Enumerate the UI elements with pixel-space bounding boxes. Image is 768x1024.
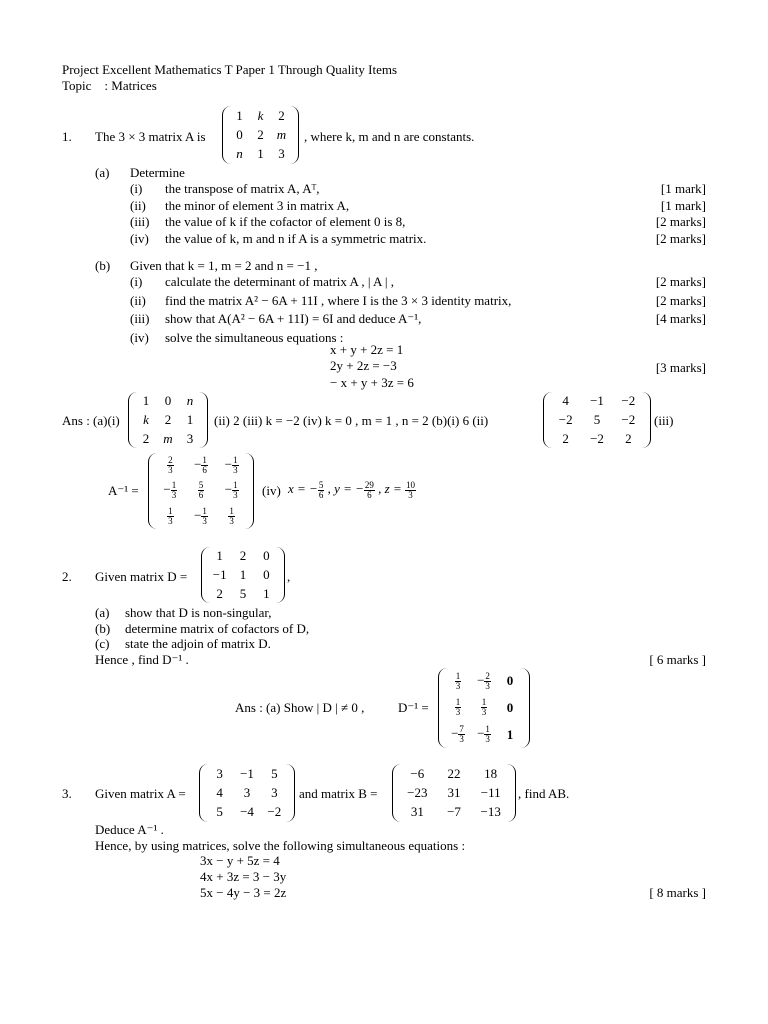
matrix-entry: 31 — [447, 784, 461, 800]
q1-intro-a: The 3 × 3 matrix A is — [95, 129, 206, 144]
q3-intro-a: Given matrix A = — [95, 786, 186, 801]
matrix-entry: −2 — [590, 430, 604, 446]
matrix-entry: −2 — [267, 804, 282, 820]
q1b-item-text: solve the simultaneous equations : — [165, 329, 344, 345]
q1a-item-label: (i) — [130, 181, 143, 196]
q1-part-a-label: (a) — [95, 165, 110, 180]
matrix-entry: 1 — [257, 146, 264, 162]
q2-number: 2. — [62, 569, 72, 584]
fraction-entry: $\frac{2}{3}$ — [168, 455, 173, 476]
q1-ainv-matrix — [148, 453, 254, 529]
matrix-entry: k — [257, 107, 264, 123]
matrix-entry: 1 — [236, 107, 243, 123]
q1-ans-iv: (iv) — [262, 483, 281, 498]
q1a-item-marks: [1 mark] — [660, 181, 706, 196]
matrix-entry: 0 — [263, 566, 270, 582]
matrix-entry: 1 — [142, 393, 150, 409]
matrix-entry: −1 — [590, 393, 604, 409]
matrix-entry: 1 — [186, 411, 194, 427]
matrix-entry: 2 — [278, 107, 285, 123]
fraction-entry: $\frac{1}{3}$ — [455, 670, 461, 691]
q2-intro: Given matrix D = — [95, 569, 188, 584]
matrix-entry: 2 — [216, 585, 223, 601]
matrix-entry: −1 — [212, 566, 227, 582]
matrix-entry: m — [276, 126, 287, 142]
matrix-entry: −1 — [240, 765, 254, 781]
matrix-entry: 5 — [271, 765, 278, 781]
q3-hence: Hence, by using matrices, solve the following simultaneous equations : — [95, 838, 466, 853]
matrix-entry: 2 — [239, 548, 247, 564]
q2-ans-label: Ans : (a) Show | D | ≠ 0 , — [235, 700, 365, 715]
fraction-entry: $\frac{1}{3}$ — [229, 505, 234, 526]
matrix-entry: 4 — [216, 784, 223, 800]
q2-comma: , — [287, 569, 291, 584]
q1a-item-marks: [2 marks] — [655, 214, 706, 229]
q1-given: Given that k = 1, m = 2 and n = −1 , — [130, 258, 318, 273]
fraction-entry: $\frac{1}{3}$ — [168, 505, 173, 526]
matrix-entry: −2 — [621, 393, 636, 409]
matrix-entry: −2 — [621, 411, 636, 427]
matrix-entry: 1 — [239, 566, 247, 582]
fraction-entry: − $\frac{1}{3}$ — [224, 480, 238, 501]
q1-number: 1. — [62, 129, 72, 144]
matrix-entry: 18 — [484, 765, 498, 781]
q3-matrix-a — [199, 764, 295, 822]
q1-eq-marks: [3 marks] — [655, 360, 706, 375]
matrix-entry: 22 — [447, 765, 461, 781]
solution-var: x = − — [288, 481, 318, 496]
matrix-entry: 5 — [239, 585, 247, 601]
q3-intro-c: , find AB. — [518, 786, 570, 801]
fraction-entry: − $\frac{1}{6}$ — [194, 455, 207, 476]
matrix-entry: 2 — [562, 430, 569, 446]
matrix-entry: 2 — [142, 430, 150, 446]
q1b-item-marks: [2 marks] — [655, 292, 706, 308]
q1a-item-text: the value of k if the cofactor of element 0 is 8, — [165, 214, 406, 229]
q1b-item-text: calculate the determinant of matrix A , | A | , — [165, 274, 395, 289]
q2-dinv-matrix — [438, 668, 530, 748]
matrix-entry: 0 — [506, 673, 514, 689]
q3-eq-1: 3x − y + 5z = 4 — [200, 853, 280, 868]
q1-part-b-label: (b) — [95, 258, 111, 273]
q1-ans-matrix-b2 — [543, 392, 651, 448]
matrix-entry: −2 — [558, 411, 573, 427]
q1-solution: x = − $\frac{5}{6}$ , y = − $\frac{29}{6}$ , z = $\frac{10}{3}$ — [288, 479, 415, 500]
matrix-entry: k — [143, 411, 149, 427]
q1-ans-mid: (ii) 2 (iii) k = −2 (iv) k = 0 , m = 1 , n = 2 (b)(i) 6 (ii) — [214, 413, 489, 428]
solution-var: y = − — [334, 481, 364, 496]
q1b-item-marks: [4 marks] — [655, 311, 706, 326]
fraction-entry: $\frac{1}{3}$ — [455, 697, 461, 718]
matrix-entry: −7 — [447, 804, 461, 820]
q1a-item-marks: [1 mark] — [660, 197, 706, 213]
fraction-entry: $\frac{29}{6}$ — [364, 479, 374, 500]
solution-var: z = — [384, 481, 405, 496]
matrix-entry: −13 — [480, 804, 501, 820]
fraction-entry: − $\frac{1}{3}$ — [477, 724, 490, 745]
q3-eq-2: 4x + 3z = 3 − 3y — [200, 869, 287, 884]
q2-item-label: (c) — [95, 636, 110, 651]
fraction-entry: − $\frac{1}{3}$ — [194, 505, 207, 526]
q1a-item-text: the value of k, m and n if A is a symmetric matrix. — [165, 230, 427, 246]
q1b-item-text: find the matrix A² − 6A + 11I , where I is the 3 × 3 identity matrix, — [165, 292, 512, 308]
q1a-item-label: (iii) — [130, 214, 150, 229]
q1-ans-end: (iii) — [654, 413, 674, 428]
q1a-item-label: (iv) — [130, 230, 149, 246]
q2-item-text: state the adjoin of matrix D. — [125, 636, 271, 651]
q1-ans-label: Ans : (a)(i) — [62, 413, 120, 428]
matrix-entry: 2 — [257, 126, 264, 142]
q1b-item-label: (i) — [130, 274, 143, 289]
q3-intro-b: and matrix B = — [299, 786, 378, 801]
matrix-entry: −11 — [480, 784, 501, 800]
matrix-entry: 1 — [506, 726, 514, 742]
matrix-entry: m — [163, 430, 173, 446]
q1b-item-label: (iii) — [130, 311, 150, 326]
matrix-entry: 0 — [164, 393, 172, 409]
q2-item-label: (a) — [95, 605, 110, 620]
q1-intro-b: , where k, m and n are constants. — [304, 129, 475, 144]
fraction-entry: $\frac{1}{3}$ — [481, 697, 487, 718]
q2-dinv-label: D⁻¹ = — [398, 700, 429, 715]
q1a-item-text: the transpose of matrix A, Aᵀ, — [165, 181, 320, 196]
q2-hence: Hence , find D⁻¹ . — [95, 652, 189, 667]
q3-eq-3: 5x − 4y − 3 = 2z — [200, 885, 287, 900]
matrix-entry: 0 — [236, 126, 243, 142]
q1b-item-label: (iv) — [130, 329, 149, 345]
doc-title: Project Excellent Mathematics T Paper 1 Through Quality Items — [62, 62, 398, 77]
fraction-entry: − $\frac{1}{3}$ — [163, 480, 177, 501]
matrix-entry: 5 — [216, 804, 223, 820]
matrix-entry: 0 — [263, 548, 270, 564]
q2-item-text: show that D is non-singular, — [125, 605, 272, 620]
fraction-entry: − $\frac{7}{3}$ — [451, 724, 464, 745]
q1-eq-3: − x + y + 3z = 6 — [330, 375, 414, 390]
matrix-entry: 3 — [216, 765, 223, 781]
q1a-item-text: the minor of element 3 in matrix A, — [165, 197, 350, 213]
q1-ainv-label: A⁻¹ = — [108, 483, 139, 498]
matrix-entry: 3 — [271, 784, 278, 800]
matrix-entry: n — [236, 146, 243, 162]
q3-matrix-b — [392, 764, 516, 822]
q1b-item-marks: [2 marks] — [655, 274, 706, 289]
fraction-entry: $\frac{5}{6}$ — [318, 479, 324, 500]
fraction-entry: $\frac{10}{3}$ — [406, 479, 415, 500]
fraction-entry: − $\frac{2}{3}$ — [477, 670, 490, 691]
matrix-entry: 5 — [593, 411, 601, 427]
matrix-entry: 3 — [243, 784, 251, 800]
q1b-item-text: show that A(A² − 6A + 11I) = 6I and deduce A⁻¹, — [165, 311, 422, 326]
q1-eq-2: 2y + 2z = −3 — [330, 358, 397, 373]
fraction-entry: $\frac{5}{6}$ — [198, 480, 204, 501]
matrix-entry: −6 — [410, 765, 425, 781]
q2-matrix-d — [201, 547, 285, 603]
matrix-entry: 0 — [506, 699, 514, 715]
matrix-entry: 3 — [186, 430, 194, 446]
q2-item-text: determine matrix of cofactors of D, — [125, 620, 310, 636]
q1-matrix-a — [222, 106, 299, 164]
matrix-entry: −4 — [240, 804, 254, 820]
q2-item-label: (b) — [95, 620, 111, 636]
matrix-entry: 1 — [216, 548, 223, 564]
q2-marks: [ 6 marks ] — [649, 652, 706, 667]
q1a-item-label: (ii) — [130, 197, 146, 213]
q1b-item-label: (ii) — [130, 292, 146, 308]
q3-marks: [ 8 marks ] — [649, 885, 706, 900]
q1-ans-transpose — [128, 392, 208, 448]
q1a-item-marks: [2 marks] — [655, 230, 706, 246]
q1-determine: Determine — [130, 165, 185, 180]
matrix-entry: 2 — [625, 430, 632, 446]
fraction-entry: − $\frac{1}{3}$ — [224, 455, 238, 476]
matrix-entry: 1 — [263, 585, 270, 601]
matrix-entry: 31 — [410, 804, 424, 820]
q3-deduce: Deduce A⁻¹ . — [95, 822, 164, 837]
matrix-entry: n — [186, 393, 194, 409]
matrix-entry: 2 — [164, 411, 172, 427]
q3-number: 3. — [62, 786, 72, 801]
topic-line: Topic : Matrices — [62, 78, 157, 93]
q1-eq-1: x + y + 2z = 1 — [330, 342, 404, 357]
matrix-entry: −23 — [407, 784, 428, 800]
matrix-entry: 3 — [278, 146, 285, 162]
matrix-entry: 4 — [562, 393, 569, 409]
